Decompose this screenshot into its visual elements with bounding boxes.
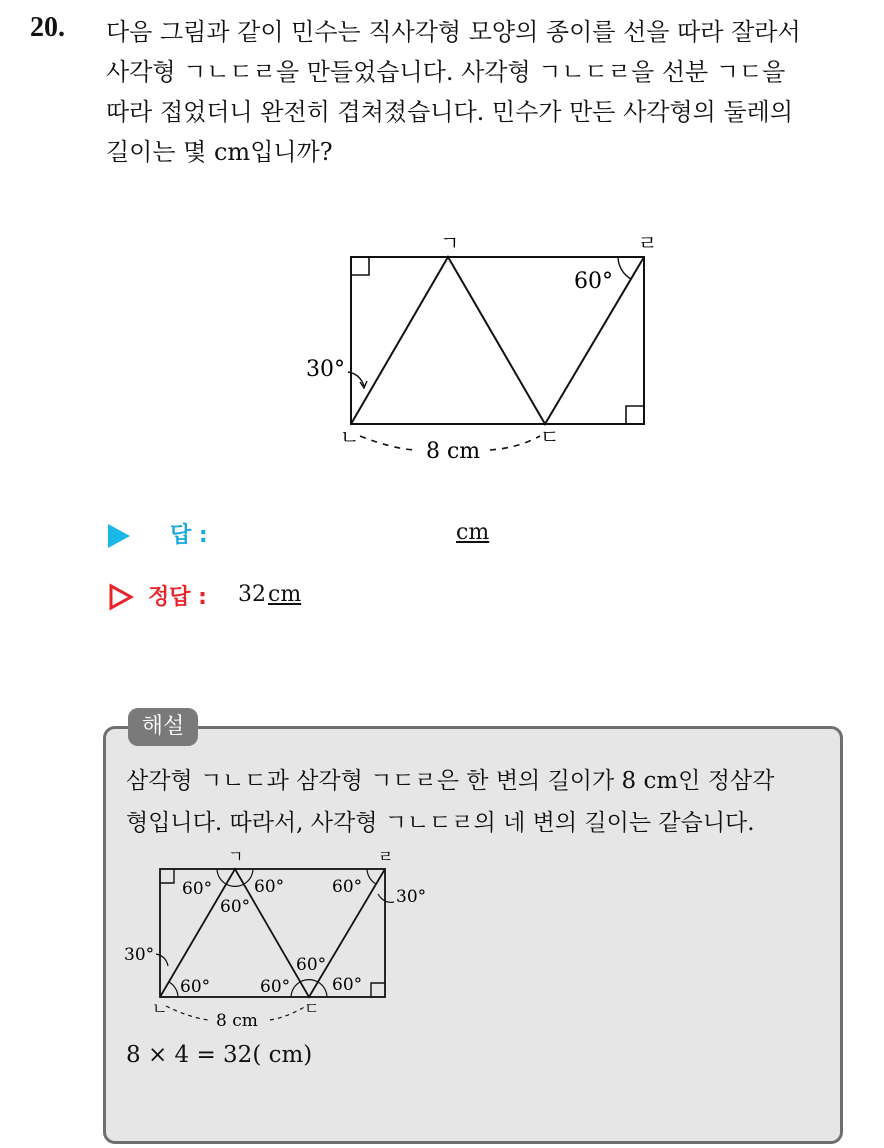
vertex-label-g: ㄱ — [228, 847, 244, 866]
answer-row — [108, 518, 528, 554]
angle-arc — [169, 982, 178, 997]
correct-answer-number: 32 — [238, 582, 266, 607]
vertex-label-n: ㄴ — [340, 425, 360, 449]
solution-line: 삼각형 ㄱㄴㄷ과 삼각형 ㄱㄷㄹ은 한 변의 길이가 8 cm인 정삼각 — [126, 768, 775, 794]
angle-label: 60° — [332, 877, 363, 897]
correct-answer-row — [108, 580, 528, 616]
angle-arc — [300, 980, 318, 982]
solution-line: 형입니다. 따라서, 사각형 ㄱㄴㄷㄹ의 네 변의 길이는 같습니다. — [126, 810, 755, 836]
angle-arc — [618, 257, 631, 279]
angle-label: 30° — [306, 357, 345, 382]
solution-tab: 해설 — [128, 708, 198, 746]
question-line: 따라 접었더니 완전히 겹쳐졌습니다. 민수가 만든 사각형의 둘레의 — [106, 98, 793, 126]
right-angle-marker — [351, 257, 369, 275]
play-icon — [108, 524, 130, 548]
question-text — [106, 12, 866, 172]
right-angle-marker — [160, 869, 174, 883]
length-dash-arc — [360, 436, 414, 450]
solution-calculation: 8 × 4 = 32( cm) — [126, 1042, 313, 1068]
correct-answer-unit: cm — [268, 582, 302, 607]
angle-arc — [318, 982, 327, 997]
length-label: 8 cm — [216, 1011, 258, 1031]
angle-arrow — [156, 954, 168, 966]
vertex-label-n: ㄴ — [152, 999, 168, 1018]
angle-label: 60° — [296, 955, 327, 975]
angle-label: 60° — [180, 977, 211, 997]
vertex-label-d: ㄷ — [540, 425, 560, 449]
question-line: 길이는 몇 cm입니까? — [106, 138, 333, 166]
answer-label: 답 : — [170, 523, 208, 548]
angle-arc — [226, 884, 244, 886]
angle-label: 60° — [182, 879, 213, 899]
right-angle-marker — [371, 983, 385, 997]
correct-answer-value — [238, 582, 301, 607]
length-dash-arc — [490, 436, 540, 450]
angle-arc — [291, 982, 300, 997]
angle-label: 30° — [396, 887, 427, 907]
vertex-label-r: ㄹ — [638, 231, 658, 255]
vertex-label-d: ㄷ — [304, 999, 320, 1018]
length-label: 8 cm — [426, 439, 481, 464]
angle-label: 60° — [220, 897, 251, 917]
answer-unit: cm — [456, 520, 490, 545]
question-number: 20. — [30, 12, 65, 43]
angle-label: 30° — [124, 945, 155, 965]
angle-label: 60° — [260, 977, 291, 997]
solution-figure — [118, 842, 458, 1034]
vertex-label-g: ㄱ — [440, 231, 460, 255]
question-line: 사각형 ㄱㄴㄷㄹ을 만들었습니다. 사각형 ㄱㄴㄷㄹ을 선분 ㄱㄷ을 — [106, 58, 786, 86]
length-dash-arc — [270, 1006, 306, 1020]
angle-label: 60° — [332, 975, 363, 995]
problem-figure — [290, 222, 670, 472]
length-dash-arc — [166, 1006, 208, 1020]
solution-text — [126, 760, 846, 844]
hollow-play-icon — [108, 583, 134, 611]
right-angle-marker — [626, 406, 644, 424]
correct-answer-label: 정답 : — [148, 585, 207, 610]
angle-arrow — [378, 894, 394, 902]
angle-arc — [217, 869, 226, 884]
angle-label: 60° — [254, 877, 285, 897]
angle-arc — [367, 869, 376, 884]
angle-label: 60° — [574, 269, 613, 294]
vertex-label-r: ㄹ — [378, 847, 394, 866]
angle-arc — [244, 869, 253, 884]
question-line: 다음 그림과 같이 민수는 직사각형 모양의 종이를 선을 따라 잘라서 — [106, 18, 801, 46]
